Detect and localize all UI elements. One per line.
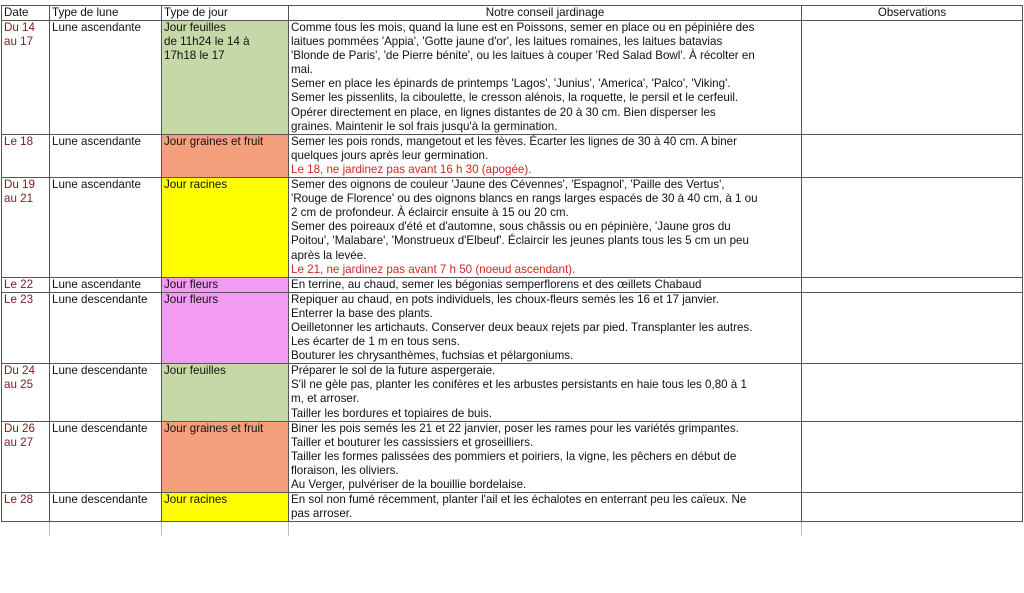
cell-type-de-lune: Lune ascendante bbox=[50, 178, 162, 278]
cell-observations bbox=[802, 421, 1023, 492]
warning-line: Le 21, ne jardinez pas avant 7 h 50 (noeud ascendant). bbox=[291, 262, 576, 276]
cell-date bbox=[2, 421, 50, 492]
table-row bbox=[2, 134, 1023, 177]
cell-type-de-jour bbox=[162, 364, 289, 421]
table-body bbox=[2, 21, 1023, 537]
text-line: laitues pommées 'Appia', 'Gotte jaune d'or', les laitues romaines, les laitues batavias bbox=[291, 35, 723, 49]
cell-type-de-jour bbox=[162, 493, 289, 522]
text-line: Les écarter de 1 m en tous sens. bbox=[291, 335, 460, 349]
table-row bbox=[2, 292, 1023, 363]
text-line: au 17 bbox=[4, 35, 34, 49]
text-line: En sol non fumé récemment, planter l'ail et les échalotes en enterrant peu les caïeux. Ne bbox=[291, 493, 747, 507]
empty-grid-cell bbox=[802, 522, 1023, 537]
text-line: 'Blonde de Paris', 'de Pierre bénite', ou les laitues à couper 'Red Salad Bowl'. À récolter en bbox=[291, 49, 755, 63]
header-date: Date bbox=[2, 6, 50, 21]
cell-type-de-lune: Lune ascendante bbox=[50, 21, 162, 135]
text-line: Tailler les bordures et topiaires de buis. bbox=[291, 406, 493, 420]
text-line: Semer des poireaux d'été et d'automne, sous châssis ou en pépinière, 'Jaune gros du bbox=[291, 220, 731, 234]
text-line: 17h18 le 17 bbox=[164, 49, 225, 63]
cell-observations bbox=[802, 134, 1023, 177]
cell-type-de-jour bbox=[162, 134, 289, 177]
cell-observations bbox=[802, 277, 1023, 292]
text-line: au 21 bbox=[4, 192, 34, 206]
text-line: Semer en place les épinards de printemps 'Lagos', 'Junius', 'America', 'Palco', 'Viking'. bbox=[291, 77, 731, 91]
cell-date bbox=[2, 493, 50, 522]
text-line: au 25 bbox=[4, 378, 34, 392]
text-line: mai. bbox=[291, 63, 313, 77]
cell-type-de-jour bbox=[162, 292, 289, 363]
header-row bbox=[2, 6, 1023, 21]
text-line: Poitou', 'Malabare', 'Monstrueux d'Elbeuf'. Éclaircir les jeunes plants tous les 5 cm un peu bbox=[291, 234, 749, 248]
cell-date bbox=[2, 134, 50, 177]
text-line: Semer les pois ronds, mangetout et les fèves. Écarter les lignes de 30 à 40 cm. A biner bbox=[291, 134, 737, 148]
text-line: graines. Maintenir le sol frais jusqu'à la germination. bbox=[291, 119, 558, 133]
text-line: Jour fleurs bbox=[164, 277, 219, 291]
text-line: Jour graines et fruit bbox=[164, 134, 264, 148]
cell-date bbox=[2, 178, 50, 278]
table-row bbox=[2, 277, 1023, 292]
table-row bbox=[2, 421, 1023, 492]
text-line: Jour racines bbox=[164, 493, 228, 507]
text-line: Au Verger, pulvériser de la bouillie bordelaise. bbox=[291, 478, 527, 491]
cell-conseil bbox=[289, 364, 802, 421]
header-observations: Observations bbox=[802, 6, 1023, 21]
text-line: Semer les pissenlits, la ciboulette, le cresson alénois, la roquette, le persil et le cerfeuil. bbox=[291, 91, 739, 105]
text-line: Enterrer la base des plants. bbox=[291, 306, 433, 320]
cell-conseil bbox=[289, 21, 802, 135]
text-line: S'il ne gèle pas, planter les conifères et les arbustes persistants en haie tous les 0,80 à 1 bbox=[291, 378, 747, 392]
header-type-de-jour: Type de jour bbox=[162, 6, 289, 21]
text-line: Jour feuilles bbox=[164, 21, 226, 34]
text-line: 'Rouge de Florence' ou des oignons blancs en rangs larges espacés de 30 à 40 cm, à 1 ou bbox=[291, 192, 758, 206]
text-line: Biner les pois semés les 21 et 22 janvier, poser les rames pour les variétés grimpantes. bbox=[291, 421, 739, 435]
text-line: Jour fleurs bbox=[164, 292, 219, 306]
empty-grid-cell bbox=[162, 522, 289, 537]
text-line: Jour racines bbox=[164, 178, 228, 192]
text-line: Semer des oignons de couleur 'Jaune des Cévennes', 'Espagnol', 'Paille des Vertus', bbox=[291, 178, 725, 192]
header-type-de-lune: Type de lune bbox=[50, 6, 162, 21]
cell-conseil bbox=[289, 134, 802, 177]
cell-observations bbox=[802, 21, 1023, 135]
text-line: Du 14 bbox=[4, 21, 35, 34]
cell-type-de-lune: Lune descendante bbox=[50, 493, 162, 522]
cell-observations bbox=[802, 493, 1023, 522]
cell-type-de-jour bbox=[162, 277, 289, 292]
cell-type-de-lune: Lune descendante bbox=[50, 364, 162, 421]
text-line: après la levée. bbox=[291, 248, 367, 262]
lunar-garden-calendar-table bbox=[1, 5, 1023, 536]
text-line: En terrine, au chaud, semer les bégonias semperflorens et des œillets Chabaud bbox=[291, 277, 702, 291]
text-line: Comme tous les mois, quand la lune est en Poissons, semer en place ou en pépinière des bbox=[291, 21, 755, 34]
text-line: quelques jours après leur germination. bbox=[291, 148, 489, 162]
cell-conseil bbox=[289, 178, 802, 278]
text-line: Du 24 bbox=[4, 364, 35, 378]
cell-date bbox=[2, 277, 50, 292]
empty-grid-cell bbox=[289, 522, 802, 537]
cell-observations bbox=[802, 364, 1023, 421]
empty-grid-cell bbox=[50, 522, 162, 537]
text-line: Préparer le sol de la future aspergeraie. bbox=[291, 364, 496, 378]
text-line: floraison, les oliviers. bbox=[291, 463, 399, 477]
text-line: Le 22 bbox=[4, 277, 34, 291]
text-line: Du 26 bbox=[4, 421, 35, 435]
warning-line: Le 18, ne jardinez pas avant 16 h 30 (apogée). bbox=[291, 162, 532, 176]
cell-type-de-lune: Lune descendante bbox=[50, 421, 162, 492]
text-line: Jour graines et fruit bbox=[164, 421, 264, 435]
cell-date bbox=[2, 21, 50, 135]
table-row bbox=[2, 493, 1023, 522]
table-row bbox=[2, 178, 1023, 278]
text-line: Le 18 bbox=[4, 134, 34, 148]
text-line: Le 23 bbox=[4, 292, 34, 306]
cell-conseil bbox=[289, 277, 802, 292]
cell-date bbox=[2, 292, 50, 363]
empty-grid-cell bbox=[2, 522, 50, 537]
cell-date bbox=[2, 364, 50, 421]
text-line: Opérer directement en place, en lignes distantes de 20 à 30 cm. Bien disperser les bbox=[291, 105, 716, 119]
table-row bbox=[2, 364, 1023, 421]
text-line: pas arroser. bbox=[291, 507, 353, 521]
cell-observations bbox=[802, 292, 1023, 363]
cell-type-de-lune: Lune ascendante bbox=[50, 277, 162, 292]
cell-type-de-lune: Lune descendante bbox=[50, 292, 162, 363]
cell-conseil bbox=[289, 421, 802, 492]
text-line: Tailler et bouturer les cassissiers et groseilliers. bbox=[291, 435, 534, 449]
text-line: Oeilletonner les artichauts. Conserver deux beaux rejets par pied. Transplanter les autres. bbox=[291, 320, 753, 334]
empty-grid-row bbox=[2, 522, 1023, 537]
table-row bbox=[2, 21, 1023, 135]
cell-type-de-lune: Lune ascendante bbox=[50, 134, 162, 177]
cell-type-de-jour bbox=[162, 178, 289, 278]
text-line: m, et arroser. bbox=[291, 392, 360, 406]
cell-type-de-jour bbox=[162, 21, 289, 135]
cell-conseil bbox=[289, 493, 802, 522]
text-line: Du 19 bbox=[4, 178, 35, 192]
text-line: 2 cm de profondeur. À éclaircir ensuite à 15 ou 20 cm. bbox=[291, 206, 569, 220]
cell-observations bbox=[802, 178, 1023, 278]
text-line: Repiquer au chaud, en pots individuels, les choux-fleurs semés les 16 et 17 janvier. bbox=[291, 292, 719, 306]
text-line: au 27 bbox=[4, 435, 34, 449]
text-line: Le 28 bbox=[4, 493, 34, 507]
text-line: Bouturer les chrysanthèmes, fuchsias et pélargoniums. bbox=[291, 349, 574, 363]
text-line: Tailler les formes palissées des pommiers et poiriers, la vigne, les pêchers en début de bbox=[291, 449, 737, 463]
text-line: de 11h24 le 14 à bbox=[164, 35, 250, 49]
cell-type-de-jour bbox=[162, 421, 289, 492]
header-conseil-jardinage: Notre conseil jardinage bbox=[289, 6, 802, 21]
cell-conseil bbox=[289, 292, 802, 363]
text-line: Jour feuilles bbox=[164, 364, 226, 378]
